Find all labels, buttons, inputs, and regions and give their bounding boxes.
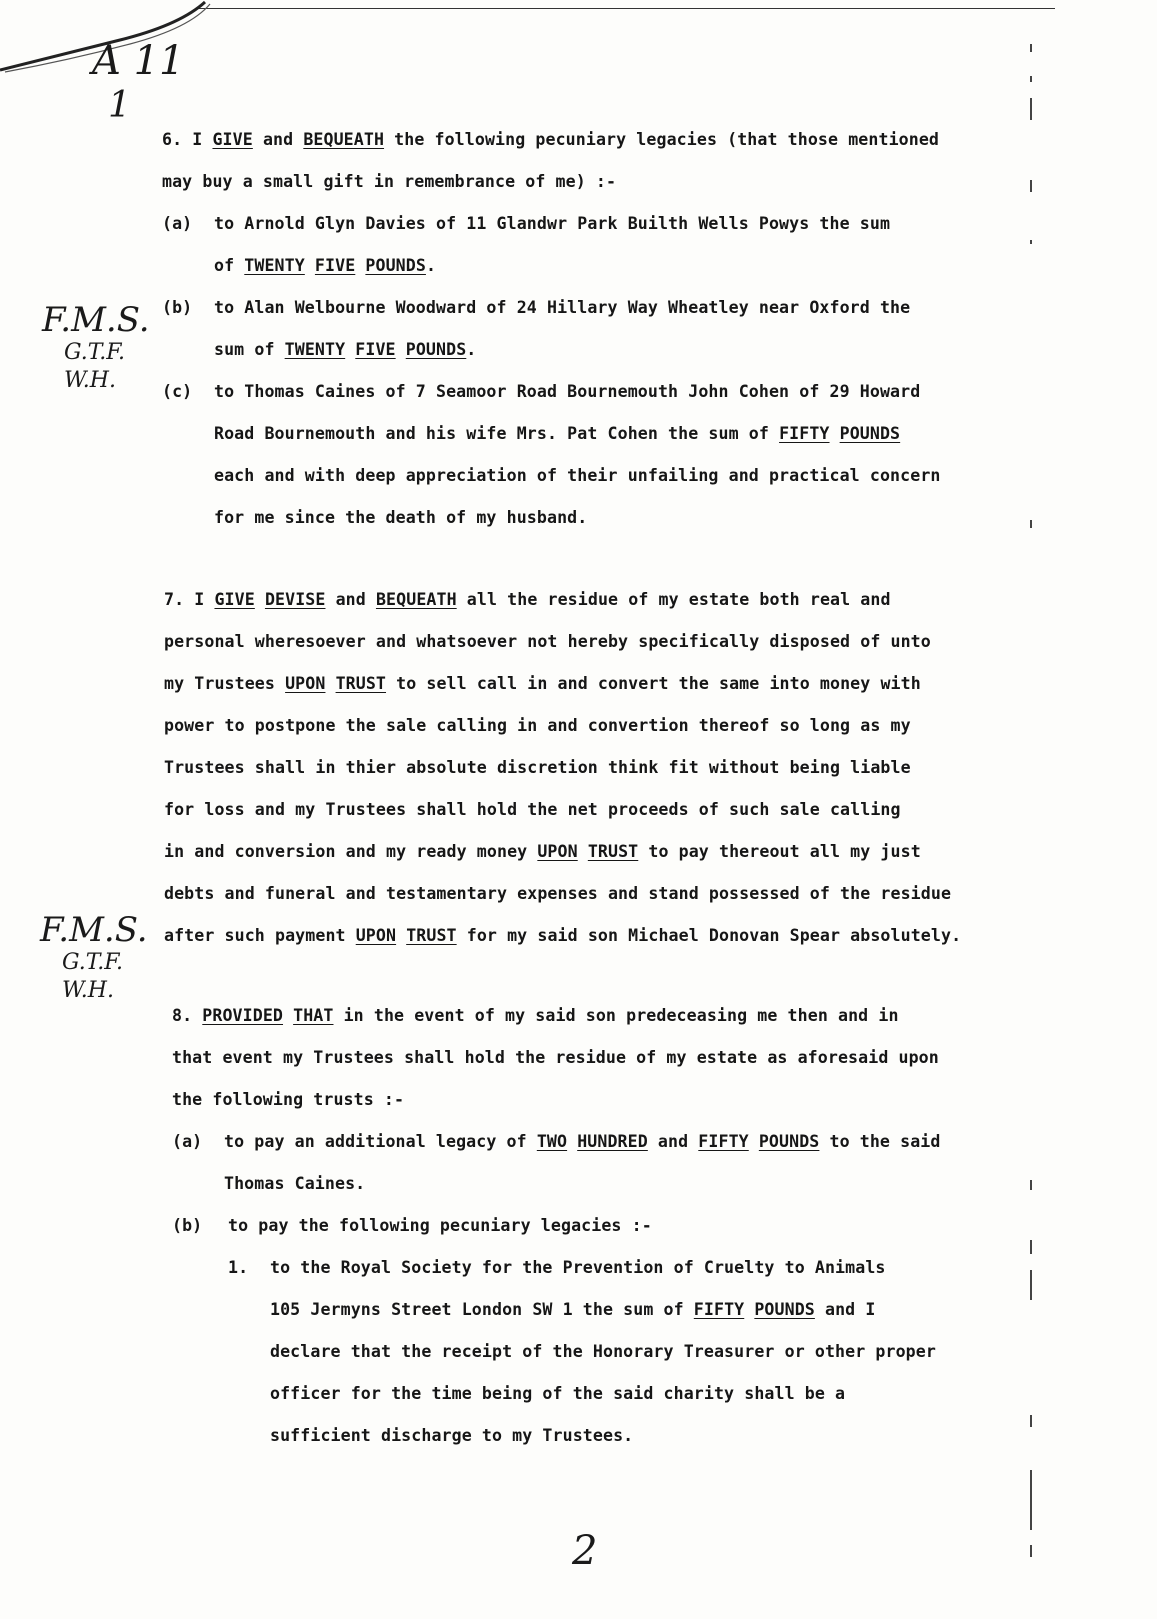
text: 105 Jermyns Street London SW 1 the sum of xyxy=(270,1300,684,1319)
underlined-text: POUNDS xyxy=(365,256,426,275)
clause-8-b-line-1: to pay the following pecuniary legacies :- xyxy=(228,1216,652,1235)
clause-7-line-8: debts and funeral and testamentary expenses and stand possessed of the residue xyxy=(164,884,952,903)
clause-8-b1-label: 1. xyxy=(228,1258,249,1277)
underlined-text: TRUST xyxy=(406,926,457,945)
text: to the said xyxy=(829,1132,941,1151)
scan-speck xyxy=(1030,1240,1032,1254)
clause-6-a-label: (a) xyxy=(162,214,193,233)
clause-8-b1-line-5: sufficient discharge to my Trustees. xyxy=(270,1426,634,1445)
underlined-text: HUNDRED xyxy=(577,1132,648,1151)
initials-signature: G.T.F. xyxy=(62,950,124,975)
clause-6-b-line-2 xyxy=(214,340,476,359)
clause-6-c-line-4: for me since the death of my husband. xyxy=(214,508,588,527)
scan-speck xyxy=(1030,76,1032,82)
underlined-text: POUNDS xyxy=(839,424,901,443)
clause-7-line-4: power to postpone the sale calling in and convertion thereof so long as my xyxy=(164,716,911,735)
text: for my said son Michael Donovan Spear absolutely. xyxy=(466,926,962,945)
underlined-text: UPON xyxy=(285,674,326,693)
text: in the event of my said son predeceasing me then and in xyxy=(343,1006,899,1025)
text: after such payment xyxy=(164,926,346,945)
page-number: 2 xyxy=(572,1528,598,1574)
initials-signature: W.H. xyxy=(64,368,116,393)
clause-8-b1-line-4: officer for the time being of the said charity shall be a xyxy=(270,1384,846,1403)
top-rule xyxy=(195,8,1055,9)
scan-speck xyxy=(1030,240,1032,244)
underlined-text: FIVE xyxy=(314,256,356,275)
clause-6-b-label: (b) xyxy=(162,298,193,317)
underlined-text: BEQUEATH xyxy=(375,590,457,609)
corner-mark: A 11 xyxy=(92,38,185,84)
scan-speck xyxy=(1030,1545,1032,1557)
underlined-text: UPON xyxy=(355,926,397,945)
scan-speck xyxy=(1030,1270,1032,1300)
underlined-text: GIVE xyxy=(212,130,253,149)
underlined-text: BEQUEATH xyxy=(303,130,385,149)
underlined-text: TWENTY xyxy=(244,256,305,275)
scan-speck xyxy=(1030,180,1032,192)
scan-speck xyxy=(1030,1470,1032,1530)
clause-6-b-line-1: to Alan Welbourne Woodward of 24 Hillary Way Wheatley near Oxford the xyxy=(214,298,911,317)
underlined-text: FIFTY xyxy=(779,424,830,443)
text: all the residue of my estate both real and xyxy=(466,590,891,609)
text: Road Bournemouth and his wife Mrs. Pat Cohen the sum of xyxy=(214,424,769,443)
clause-8-a-line-2: Thomas Caines. xyxy=(224,1174,366,1193)
underlined-text: FIFTY xyxy=(698,1132,749,1151)
clause-8-b1-line-3: declare that the receipt of the Honorary Treasurer or other proper xyxy=(270,1342,936,1361)
clause-number: 8. xyxy=(172,1006,193,1025)
initials-signature: F.M.S. xyxy=(40,910,148,950)
initials-signature: F.M.S. xyxy=(42,300,150,340)
text: sum of xyxy=(214,340,275,359)
underlined-text: POUNDS xyxy=(405,340,467,359)
underlined-text: FIFTY xyxy=(693,1300,745,1319)
clause-8-a-label: (a) xyxy=(172,1132,203,1151)
clause-7-line-7 xyxy=(164,842,921,861)
clause-6-a-line-2 xyxy=(214,256,436,275)
initials-signature: W.H. xyxy=(62,978,114,1003)
clause-6-c-label: (c) xyxy=(162,382,193,401)
clause-7-line-9 xyxy=(164,926,961,945)
clause-7-line-5: Trustees shall in thier absolute discretion think fit without being liable xyxy=(164,758,911,777)
underlined-text: PROVIDED xyxy=(202,1006,284,1025)
clause-8-b-label: (b) xyxy=(172,1216,203,1235)
text: my Trustees xyxy=(164,674,275,693)
underlined-text: TWENTY xyxy=(284,340,346,359)
clause-7-line-1 xyxy=(164,590,891,609)
clause-6-line-1 xyxy=(162,130,939,149)
text: I xyxy=(194,590,205,609)
clause-6-c-line-1: to Thomas Caines of 7 Seamoor Road Bournemouth John Cohen of 29 Howard xyxy=(214,382,921,401)
scan-speck xyxy=(1030,1180,1032,1190)
underlined-text: DEVISE xyxy=(264,590,326,609)
underlined-text: TRUST xyxy=(335,674,387,693)
scan-speck xyxy=(1030,1415,1032,1427)
text: the following pecuniary legacies (that those mentioned xyxy=(394,130,940,149)
text: and I xyxy=(824,1300,876,1319)
text: . xyxy=(425,256,437,275)
text: I xyxy=(192,130,203,149)
scan-speck xyxy=(1030,44,1032,52)
clause-number: 6. xyxy=(162,130,183,149)
corner-mark-sub: 1 xyxy=(108,85,131,126)
clause-7-line-3 xyxy=(164,674,921,693)
underlined-text: GIVE xyxy=(214,590,255,609)
clause-number: 7. xyxy=(164,590,185,609)
clause-8-b1-line-1: to the Royal Society for the Prevention of Cruelty to Animals xyxy=(270,1258,886,1277)
underlined-text: POUNDS xyxy=(754,1300,815,1319)
text: and xyxy=(335,590,366,609)
initials-signature: G.T.F. xyxy=(64,340,126,365)
underlined-text: UPON xyxy=(537,842,578,861)
text: to pay thereout all my just xyxy=(648,842,921,861)
clause-8-a-line-1 xyxy=(224,1132,940,1151)
scan-speck xyxy=(1030,520,1032,528)
text: and xyxy=(262,130,294,149)
clause-6-c-line-3: each and with deep appreciation of their unfailing and practical concern xyxy=(214,466,941,485)
underlined-text: FIVE xyxy=(355,340,396,359)
clause-8-line-2: that event my Trustees shall hold the residue of my estate as aforesaid upon xyxy=(172,1048,939,1067)
clause-8-line-3: the following trusts :- xyxy=(172,1090,405,1109)
underlined-text: THAT xyxy=(293,1006,334,1025)
clause-8-line-1 xyxy=(172,1006,899,1025)
text: to sell call in and convert the same into money with xyxy=(396,674,921,693)
clause-7-line-6: for loss and my Trustees shall hold the net proceeds of such sale calling xyxy=(164,800,901,819)
clause-8-b1-line-2 xyxy=(270,1300,875,1319)
text: to pay an additional legacy of xyxy=(224,1132,527,1151)
text: of xyxy=(214,256,235,275)
clause-6-line-2: may buy a small gift in remembrance of me) :- xyxy=(162,172,617,191)
text: . xyxy=(466,340,477,359)
text: in and conversion and my ready money xyxy=(164,842,528,861)
text: and xyxy=(657,1132,689,1151)
scan-speck xyxy=(1030,98,1032,120)
clause-7-line-2: personal wheresoever and whatsoever not hereby specifically disposed of unto xyxy=(164,632,931,651)
clause-6-a-line-1: to Arnold Glyn Davies of 11 Glandwr Park Builth Wells Powys the sum xyxy=(214,214,891,233)
underlined-text: TRUST xyxy=(587,842,639,861)
clause-6-c-line-2 xyxy=(214,424,900,443)
underlined-text: TWO xyxy=(536,1132,568,1151)
underlined-text: POUNDS xyxy=(758,1132,820,1151)
